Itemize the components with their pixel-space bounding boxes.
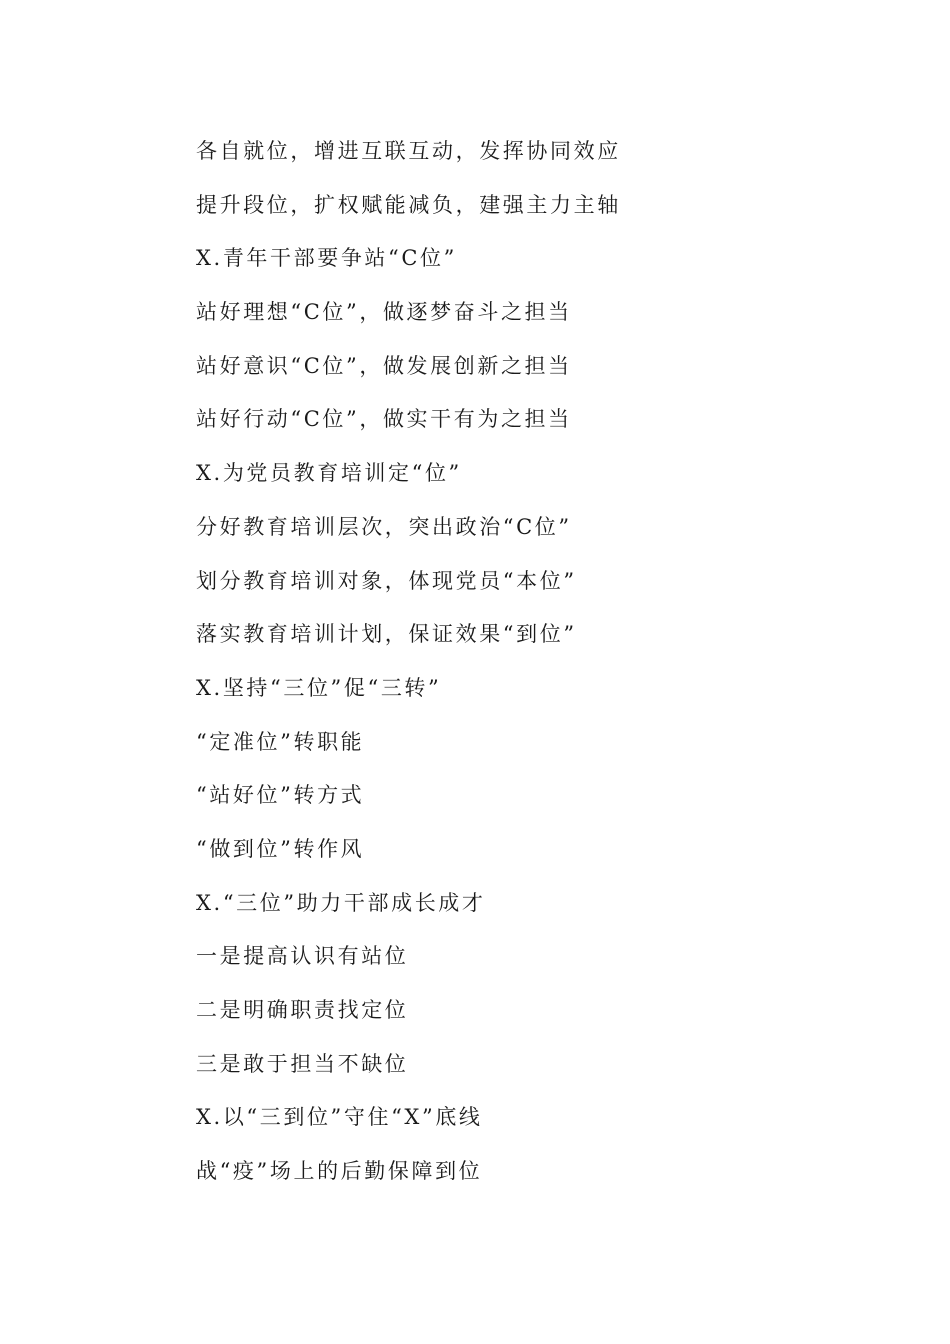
outline-line: 落实教育培训计划，保证效果“到位” xyxy=(196,622,577,647)
section-heading: X.“三位”助力干部成长成才 xyxy=(196,890,486,915)
outline-line: “定准位”转职能 xyxy=(196,729,365,754)
outline-line: 划分教育培训对象，体现党员“本位” xyxy=(196,568,577,593)
outline-line: 各自就位，增进互联互动，发挥协同效应 xyxy=(196,139,621,163)
outline-line: 提升段位，扩权赋能减负，建强主力主轴 xyxy=(196,192,621,217)
outline-line: 二是明确职责找定位 xyxy=(196,998,409,1022)
outline-line: 一是提高认识有站位 xyxy=(196,944,409,969)
outline-line: 战“疫”场上的后勤保障到位 xyxy=(196,1159,483,1184)
outline-line: 三是敢于担当不缺位 xyxy=(196,1051,409,1076)
outline-line: “做到位”转作风 xyxy=(196,836,365,861)
outline-line: 站好意识“C位”，做发展创新之担当 xyxy=(196,353,572,378)
outline-line: 分好教育培训层次，突出政治“C位” xyxy=(196,514,572,539)
outline-line: “站好位”转方式 xyxy=(196,783,365,808)
section-heading: X.青年干部要争站“C位” xyxy=(196,246,457,271)
section-heading: X.以“三到位”守住“X”底线 xyxy=(196,1105,483,1130)
section-heading: X.为党员教育培训定“位” xyxy=(196,461,462,486)
outline-line: 站好理想“C位”，做逐梦奋斗之担当 xyxy=(196,300,572,325)
section-heading: X.坚持“三位”促“三转” xyxy=(196,675,442,700)
outline-list xyxy=(196,134,896,1208)
outline-line: 站好行动“C位”，做实干有为之担当 xyxy=(196,407,572,432)
